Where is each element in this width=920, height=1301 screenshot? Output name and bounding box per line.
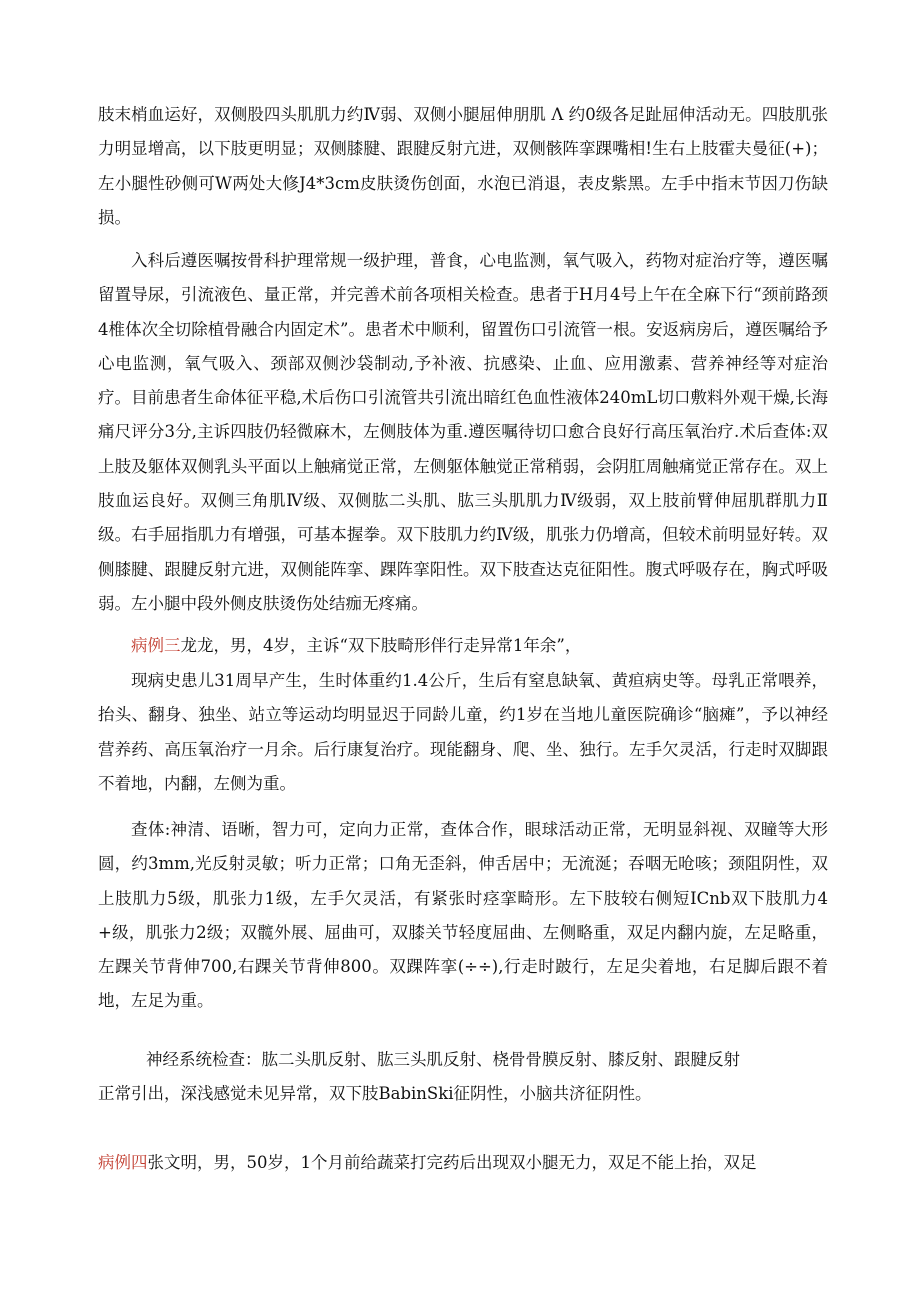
paragraph-case3-header xyxy=(98,629,828,663)
case3-chief-complaint: 龙龙，男，4岁，主诉“双下肢畸形伴行走异常1年余”， xyxy=(180,636,582,655)
paragraph-case3-neuro-exam: 神经系统检查：肱二头肌反射、肱三头肌反射、桡骨骨膜反射、膝反射、跟腱反射 xyxy=(146,1050,740,1069)
paragraph-case2-exam-continued: 肢末梢血运好，双侧股四头肌肌力约Ⅳ弱、双侧小腿屈伸朋肌 Λ 约0级各足趾屈伸活动无。四肢肌张力明显增高，以下肢更明显；双侧膝腱、跟腱反射亢进，双侧骸阵挛踝嘴相!生右上肢霍夫曼征(+)；左小腿性砂侧可W两处大修J4*3cm皮肤烫伤创面，水泡已消退，表皮紫黑。左手中指末节因刀伤缺损。 xyxy=(98,105,828,227)
paragraph-case2-treatment: 入科后遵医嘱按骨科护理常规一级护理，普食，心电监测，氧气吸入，药物对症治疗等，遵医嘱留置导尿，引流液色、量正常，并完善术前各项相关检查。患者于H月4号上午在全麻下行“颈前路颈4椎体次全切除植骨融合内固定术”。患者术中顺利，留置伤口引流管一根。安返病房后，遵医嘱给予心电监测，氧气吸入、颈部双侧沙袋制动,予补液、抗感染、止血、应用激素、营养神经等对症治疗。目前患者生命体征平稳,术后伤口引流管共引流出暗红色血性液体240mL切口敷料外观干燥,长海痛尺评分3分,主诉四肢仍轻微麻木，左侧肢体为重.遵医嘱待切口愈合良好行高压氧治疗.术后查体:双上肢及躯体双侧乳头平面以上触痛觉正常，左侧躯体触觉正常稍弱，会阴肛周触痛觉正常存在。双上肢血运良好。双侧三角肌Ⅳ级、双侧肱二头肌、肱三头肌肌力Ⅳ级弱，双上肢前臂伸屈肌群肌力Ⅱ级。右手屈指肌力有增强，可基本握拳。双下肢肌力约Ⅳ级，肌张力仍增高，但较术前明显好转。双侧膝腱、跟腱反射亢进，双侧能阵挛、踝阵挛阳性。双下肢查达克征阳性。腹式呼吸存在，胸式呼吸弱。左小腿中段外侧皮肤烫伤处结痂无疼痛。 xyxy=(98,251,828,613)
paragraph-case4-header xyxy=(98,1146,828,1180)
paragraph-case3-history: 现病史患儿31周早产生，生时体重约1.4公斤，生后有窒息缺氧、黄疸病史等。母乳正常喂养，抬头、翻身、独坐、站立等运动均明显迟于同龄儿童，约1岁在当地儿童医院确诊“脑瘫”，予以神经营养药、高压氧治疗一月余。后行康复治疗。现能翻身、爬、坐、独行。左手欠灵活，行走时双脚跟不着地，内翻，左侧为重。 xyxy=(98,671,828,793)
case4-intro: 张文明，男，50岁，1个月前给蔬菜打完药后出现双小腿无力，双足不能上抬，双足 xyxy=(147,1153,757,1172)
case-label-3: 病例三 xyxy=(131,636,181,655)
paragraph-case3-neuro-exam-continued: 正常引出，深浅感觉未见异常，双下肢BabinSki征阴性，小脑共济征阴性。 xyxy=(98,1084,652,1103)
case-label-4: 病例四 xyxy=(98,1153,148,1172)
paragraph-case3-physical-exam: 查体:神清、语晰，智力可，定向力正常，查体合作，眼球活动正常，无明显斜视、双瞳等大形圆，约3mm,光反射灵敏；听力正常；口角无歪斜，伸舌居中；无流涎；吞咽无呛咳；颈阻阴性，双上肢肌力5级，肌张力1级，左手欠灵活，有紧张时痉挛畸形。左下肢较右侧短ICnb双下肢肌力4+级，肌张力2级；双髋外展、屈曲可，双膝关节轻度屈曲、左侧略重，双足内翻内旋，左足略重，左踝关节背伸700,右踝关节背伸800。双踝阵挛(÷÷),行走时跛行，左足尖着地，右足脚后跟不着地，左足为重。 xyxy=(98,820,828,1011)
